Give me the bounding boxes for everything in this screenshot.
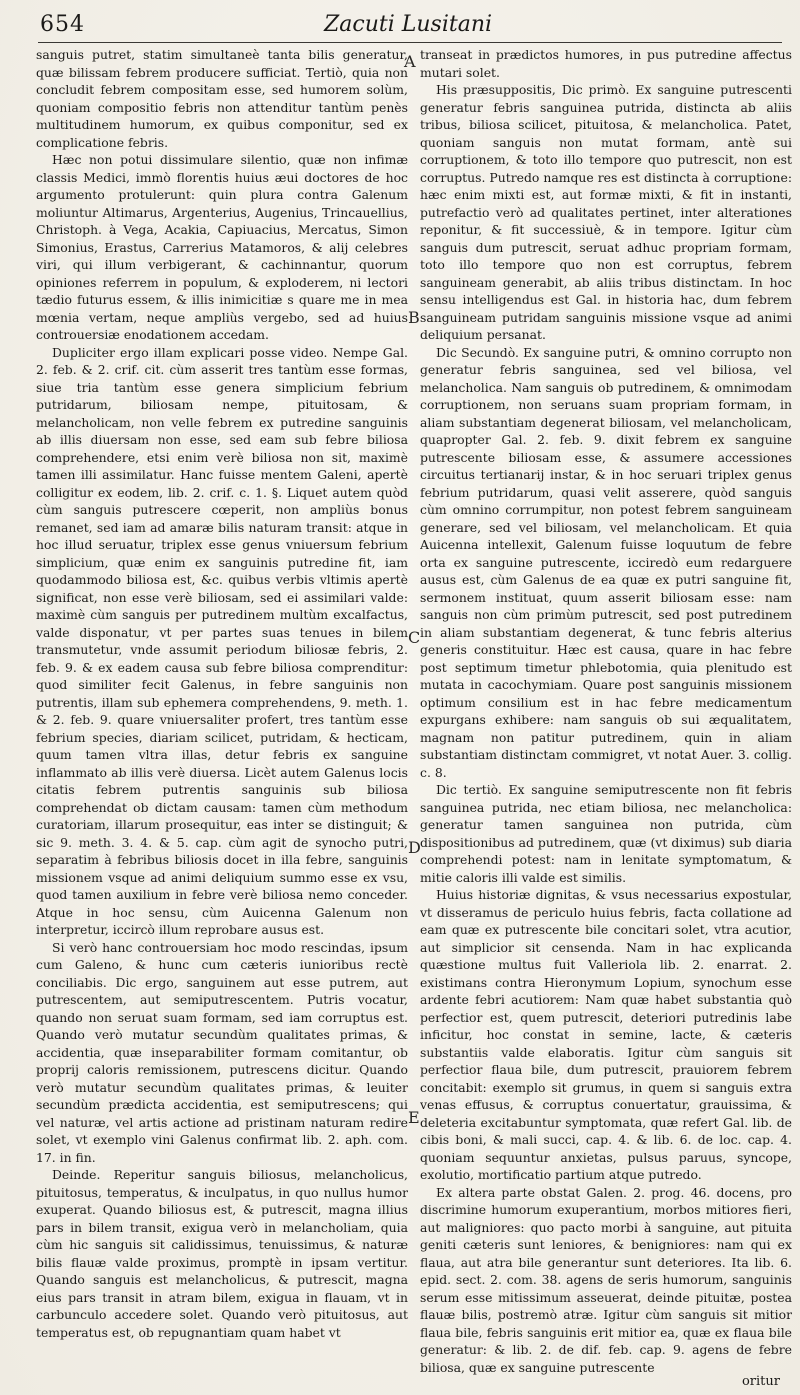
paragraph: transeat in prædictos humores, in pus putredine affectus mutari solet.: [420, 47, 792, 80]
running-head: Zacuti Lusitani: [324, 12, 493, 37]
paragraph: Si verò hanc controuersiam hoc modo rescindas, ipsum cum Galeno, & hunc cum cæteris iunioribus rectè conciliabis. Dic ergo, sanguinem aut esse putrem, aut putrescentem, aut semiputrescentem. Putris vocatur, quando non seruat suam formam, sed iam corruptus est. Quando verò mutatur secundùm qualitates primas, & accidentia, quæ inseparabiliter formam comitantur, ob proprij caloris remissionem, putrescens dicitur. Quando verò mutatur secundùm qualitates primas, & leuiter secundùm prædicta accidentia, est semiputrescens; qui vel naturæ, vel artis actione ad pristinam naturam redire solet, vt exemplo vini Galenus confirmat lib. 2. aph. com. 17. in fin.: [36, 939, 408, 1165]
margin-letter-b: B: [408, 308, 420, 327]
margin-letter-c: C: [408, 628, 421, 647]
page-number: 654: [40, 12, 85, 37]
paragraph: sanguis putret, statim simultaneè tanta bilis generatur, quæ bilissam febrem producere sufficiat. Tertiò, quia non concludit febrem compositam esse, sed humorem solùm, quoniam compositio febris non attenditur tantùm penès multitudinem humorum, ex quibus componitur, sed ex complicatione febris.: [36, 47, 408, 150]
catchword: oritur: [741, 1374, 780, 1389]
paragraph: Deinde. Reperitur sanguis biliosus, melancholicus, pituitosus, temperatus, & inculpatus, in quo nullus humor exuperat. Quando biliosus est, & putrescit, magna illius pars in bilem transit, exigua verò in melancholiam, quia cùm hic sanguis sit calidissimus, tenuissimus, & naturæ bilis flauæ valde proximus, promptè in ipsam vertitur. Quando sanguis est melancholicus, & putrescit, magna eius pars transit in atram bilem, exigua in flauam, vt in carbunculo accedere solet. Quando verò pituitosus, aut temperatus est, ob repugnantiam quam habet vt: [36, 1167, 408, 1340]
paragraph: Hæc non potui dissimulare silentio, quæ non infimæ classis Medici, immò florentis huius æui doctores de hoc argumento protulerunt: quin plura contra Galenum moliuntur Altimarus, Argenterius, Augenius, Trincauellius, Christoph. à Vega, Acakia, Capiuacius, Mercatus, Simon Simonius, Erastus, Carrerius Matamoros, & alij celebres viri, qui illum verbigerant, & cachinnantur, quorum opiniones referrem in populum, & exploderem, ni lectori tædio futurus essem, & illis inimicitiæ s quare me in mea mœnia vertam, neque ampliùs vergebo, sed ad huius controuersiæ enodationem accedam.: [36, 152, 408, 342]
paragraph: His præsuppositis, Dic primò. Ex sanguine putrescenti generatur febris sanguinea putrida, distincta ab aliis tribus, biliosa scilicet, pituitosa, & melancholica. Patet, quoniam sanguis non mutat formam, antè sui corruptionem, & toto illo tempore quo putrescit, non est corruptus. Putredo namque res est distincta à corruptione: hæc enim mixti est, aut formæ mixti, & fit in instanti, putrefactio verò ad qualitates pertinet, inter alterationes reponitur, & fit successiuè, & in tempore. Igitur cùm sanguis dum putrescit, seruat adhuc propriam formam, toto illo tempore quo non est corruptus, febrem sanguineam generabit, ab aliis tribus distinctam. In hoc sensu intelligendus est Gal. in historia hac, dum febrem sanguineam putridam sanguinis missione vsque ad animi deliquium persanat.: [420, 82, 792, 342]
header-rule: [38, 42, 782, 43]
paragraph: Dic Secundò. Ex sanguine putri, & omnino corrupto non generatur febris sanguinea, sed vel biliosa, vel melancholica. Nam sanguis ob putredinem, & omnimodam corruptionem, non seruans suam propriam formam, in aliam substantiam degenerat biliosam, vel melancholicam, quapropter Gal. 2. feb. 9. dixit febrem ex sanguine putrescente biliosam esse, & assumere accessiones circuitus tertianarij instar, & in hoc seruari triplex genus febrium putridarum, quasi velit asserere, quòd sanguis cùm omnino corrumpitur, non potest febrem sanguineam generare, sed vel biliosam, vel melancholicam. Et quia Auicenna intellexit, Galenum fuisse loquutum de febre orta ex sanguine putrescente, icciredò eum redarguere ausus est, cùm Galenus de ea quæ ex putri sanguine fit, sermonem instituat, quum asserit biliosam esse: nam sanguis non cùm primùm putrescit, sed post putredinem in aliam substantiam degenerat, & tunc febris alterius generis constituitur. Hæc est causa, quare in hac febre post septimum timetur phlebotomia, quia plenitudo est mutata in cacochymiam. Quare post sanguinis missionem optimum consilium est in hac febre medicamentum expurgans exhibere: nam sanguis ob sui æqualitatem, magnam non patitur putredinem, quin in aliam substantiam distinctam commigret, vt notat Auer. 3. collig. c. 8.: [420, 344, 792, 780]
paragraph: Ex altera parte obstat Galen. 2. prog. 46. docens, pro discrimine humorum exuperantium, morbos mitiores fieri, aut maligniores: quo pacto morbi à sanguine, aut pituita geniti cæteris sunt leniores, & benigniores: nam qui ex flaua, aut atra bile generantur sunt deteriores. Ita lib. 6. epid. sect. 2. com. 38. agens de seris humorum, sanguinis serum esse mitissimum asseuerat, deinde pituitæ, postea flauæ bilis, postremò atræ. Igitur cùm sanguis sit mitior flaua bile, febris sanguinis erit mitior ea, quæ ex flaua bile generatur: & lib. 2. de dif. feb. cap. 9. agens de febre biliosa, quæ ex sanguine putrescente: [420, 1184, 792, 1375]
page-header: [14, 8, 786, 42]
right-column: [420, 46, 792, 1386]
paragraph: Huius historiæ dignitas, & vsus necessarius expostular, vt disseramus de periculo huius febris, facta collatione ad eam quæ ex putrescente bile concitari solet, vtra acutior, aut simplicior sit censenda. Nam in hac explicanda quæstione multus fuit Valleriola lib. 2. enarrat. 2. existimans contra Hieronymum Lopium, synochum esse ardente febri acutiorem: Nam quæ habet substantia quò perfectior est, quem putrescit, deteriori putredinis labe inficitur, hoc constat in semine, lacte, & cæteris substantiis valde elaboratis. Igitur cùm sanguis sit perfectior flaua bile, dum putrescit, prauiorem febrem concitabit: exemplo sit grumus, in quem si sanguis extra venas effusus, & corruptus conuertatur, grauissima, & deleteria excitabuntur symptomata, quæ refert Gal. lib. de cibis boni, & mali succi, cap. 4. & lib. 6. de loc. cap. 4. quoniam sequuntur anxietas, pulsus paruus, syncope, exolutio, mortificatio partium atque putredo.: [420, 887, 792, 1182]
left-column: [36, 46, 408, 1386]
paragraph: Dic tertiò. Ex sanguine semiputrescente non fit febris sanguinea putrida, nec etiam biliosa, nec melancholica: generatur tamen sanguinea non putrida, cùm dispositionibus ad putredinem, quæ (vt diximus) sub diaria comprehendi potest: nam in lenitate symptomatum, & mitie caloris illi valde est similis.: [420, 782, 792, 885]
margin-letter-e: E: [408, 1108, 420, 1127]
margin-letter-a: A: [404, 52, 416, 71]
text-columns: [36, 46, 792, 1386]
margin-letter-d: D: [408, 838, 421, 857]
paragraph: Dupliciter ergo illam explicari posse video. Nempe Gal. 2. feb. & 2. crif. cit. cùm asserit tres tantùm esse formas, siue tria tantùm esse genera simplicium febrium putridarum, biliosam nempe, pituitosam, & melancholicam, non velle febrem ex putredine sanguinis ab illis diuersam non esse, sed eam sub febre biliosa comprehendere, etsi enim verè biliosa non sit, maximè tamen illi assimilatur. Hanc fuisse mentem Galeni, apertè colligitur ex eodem, lib. 2. crif. c. 1. §. Liquet autem quòd cùm sanguis putrescere cœperit, non ampliùs bonus remanet, sed iam ad amaræ bilis naturam transit: atque in hoc illud seruatur, triplex esse genus vniuersum febrium simplicium, quæ enim ex sanguinis putredine fit, iam quodammodo biliosa est, &c. quibus verbis vltimis apertè significat, non esse verè biliosam, sed ei assimilari valde: maximè cùm sanguis per putredinem multùm excalfactus, valde disponatur, vt per partes suas tenues in bilem transmutetur, vnde assumit periodum biliosæ febris, 2. feb. 9. & ex eadem causa sub febre biliosa comprenditur: quod similiter fecit Galenus, in febre sanguinis non putrentis, illam sub ephemera comprehendens, 9. meth. 1. & 2. feb. 9. quare vniuersaliter profert, tres tantùm esse febrium species, diariam scilicet, putridam, & hecticam, quum tamen vltra illas, detur febris ex sanguine inflammato ab illis verè diuersa. Licèt autem Galenus locis citatis febrem putrentis sanguinis sub biliosa comprehendat ob dictam causam: tamen cùm methodum curatoriam, illarum prosequitur, eas inter se distinguit; & sic 9. meth. 3. 4. & 5. cap. cùm agit de synocho putri, separatim à febribus biliosis docet in illa febre, sanguinis missionem vsque ad animi deliquium summo esse ex vsu, quod tamen auxilium in febre verè biliosa nemo conceder. Atque in hoc sensu, cùm Auicenna Galenum non interpretur, iccircò illum reprobare ausus est.: [36, 344, 408, 937]
